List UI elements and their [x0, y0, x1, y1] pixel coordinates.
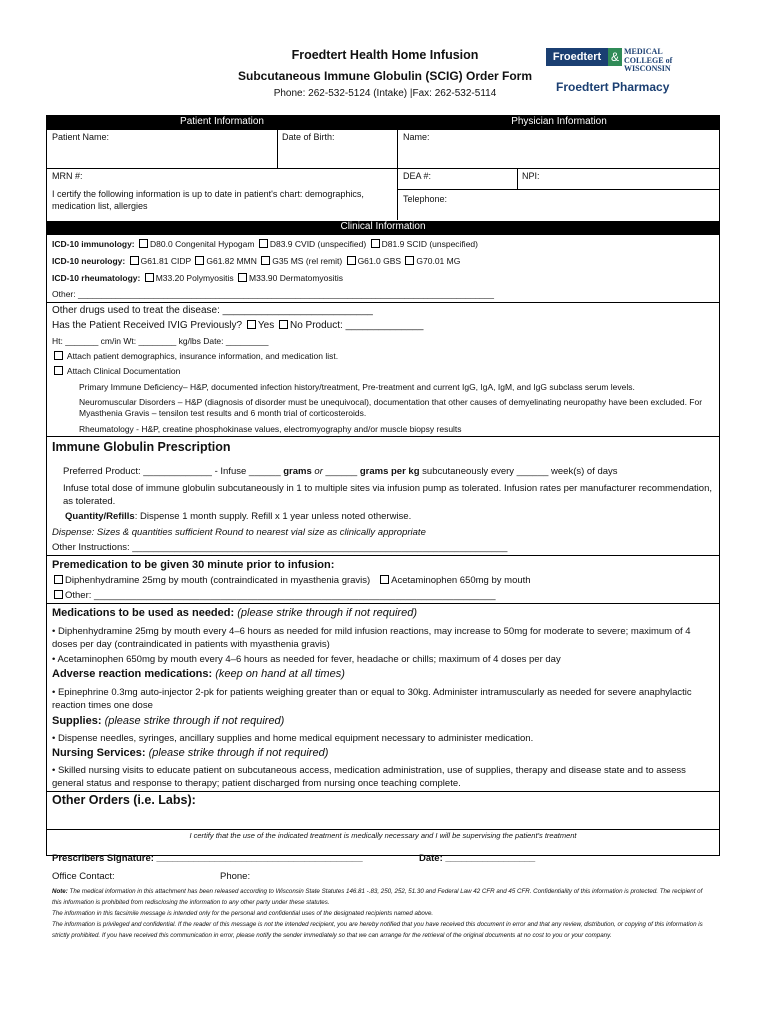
- doc-rheumatology: Rheumatology - H&P, creatine phosphokinase values, electromyography and/or muscle biopsy results: [79, 424, 462, 434]
- logo-pharmacy: Froedtert Pharmacy: [556, 80, 670, 94]
- supplies-heading-note: (please strike through if not required): [104, 715, 285, 727]
- divider: [46, 168, 720, 169]
- divider: [277, 130, 278, 168]
- divider: [46, 555, 720, 556]
- checkbox[interactable]: [130, 256, 139, 265]
- checkbox[interactable]: [238, 273, 247, 282]
- note-text: The medical information in this attachment has been released according to Wisconsin State Statutes 146.81 -.83, 250, 252, 51.30 and Federal Law 42 CFR and 45 CFR. Confidentiality of this information is protected. The recipient of this information is prohibited from redisclosing the information to any other party under these statutes.: [52, 888, 703, 906]
- logo-mcw-1: MEDICAL: [624, 47, 663, 56]
- preferred-product-row[interactable]: [63, 466, 618, 477]
- attach-clinical-label: Attach Clinical Documentation: [66, 366, 181, 376]
- checkbox[interactable]: [54, 366, 63, 375]
- qty-text: : Dispense 1 month supply. Refill x 1 year unless noted otherwise.: [134, 511, 412, 522]
- logo-mcw-2: COLLEGE of: [624, 55, 673, 65]
- physician-name-field[interactable]: Name:: [403, 132, 430, 142]
- ivig-question-row: [52, 320, 423, 331]
- divider: [517, 168, 518, 190]
- other-instructions-field[interactable]: Other Instructions: _______________________________________________________________________: [52, 542, 508, 553]
- checkbox[interactable]: [54, 575, 63, 584]
- premed-options-row: [52, 575, 531, 586]
- attach-demographics-label: Attach patient demographics, insurance information, and medication list.: [66, 351, 339, 361]
- form-subtitle: Subcutaneous Immune Globulin (SCIG) Order Form: [237, 69, 533, 83]
- icd-option: D81.9 SCID (unspecified): [381, 239, 478, 249]
- logo-mcw: [624, 48, 688, 74]
- mrn-field[interactable]: MRN #:: [52, 171, 83, 181]
- checkbox[interactable]: [54, 351, 63, 360]
- nursing-heading-note: (please strike through if not required): [148, 747, 329, 759]
- nursing-bullet-text: Skilled nursing visits to educate patient on subcutaneous access, medication administration, use of supplies, therapy and disease state and to assess general status and response to therapy; patient discharged from nursing once teaching complete.: [52, 765, 686, 789]
- checkbox[interactable]: [145, 273, 154, 282]
- phone-field[interactable]: Phone:: [220, 871, 251, 882]
- premed-acetaminophen: Acetaminophen 650mg by mouth: [391, 575, 531, 586]
- supplies-bullet: • Dispense needles, syringes, ancillary supplies and home medical equipment necessary to administer medication.: [52, 733, 534, 744]
- attach-clinical-row: [52, 366, 180, 376]
- patient-name-field[interactable]: Patient Name:: [52, 132, 110, 142]
- supplies-bullet-text: Dispense needles, syringes, ancillary supplies and home medical equipment necessary to administer medication.: [57, 733, 534, 744]
- prn-heading: Medications to be used as needed:: [52, 607, 235, 619]
- icd-imm-label: ICD-10 immunology:: [52, 239, 135, 249]
- prn-bullet-1: • Diphenhydramine 25mg by mouth every 4–6 hours as needed for mild infusion reactions, may increase to 50mg for moderate to severe; maximum of 4 doses per day (contraindicated in patients with myasthenia gravis): [52, 626, 691, 650]
- adverse-heading: Adverse reaction medications:: [52, 668, 213, 680]
- premed-heading: Premedication to be given 30 minute prior to infusion:: [52, 559, 335, 571]
- infuse-instructions: Infuse total dose of immune globulin subcutaneously in 1 to multiple sites via infusion pump as tolerated. Infusion rates per manufacturer recommendation, as tolerated.: [63, 483, 712, 507]
- pref-part-a: Preferred Product: _____________ - Infuse ______: [63, 466, 281, 477]
- physician-info-heading: Physician Information: [511, 116, 607, 127]
- icd-immunology-row: [52, 239, 478, 249]
- checkbox[interactable]: [139, 239, 148, 248]
- froedtert-logo: [546, 48, 686, 98]
- adverse-heading-row: [52, 668, 345, 680]
- height-weight-field[interactable]: Ht: _______ cm/in Wt: ________ kg/lbs Date: _________: [52, 336, 269, 346]
- prn-bullet-text: Diphenhydramine 25mg by mouth every 4–6 hours as needed for mild infusion reactions, may increase to 50mg for moderate to severe; maximum of 4 doses per day (contraindicated in patients with myasthenia gravis): [52, 626, 691, 650]
- supplies-heading-row: [52, 715, 284, 727]
- divider: [46, 302, 720, 303]
- doc-primary-immune: Primary Immune Deficiency– H&P, documented infection history/treatment, Pre-treatment and current IgG, IgA, IgM, and IgG subclass serum levels.: [79, 382, 635, 392]
- physician-info-bar: [398, 116, 720, 130]
- supplies-heading: Supplies:: [52, 715, 102, 727]
- note-label: Note:: [52, 888, 68, 895]
- confidentiality-note: [52, 886, 712, 941]
- date-field[interactable]: Date: _________________: [419, 853, 536, 864]
- divider: [46, 791, 720, 792]
- checkbox[interactable]: [261, 256, 270, 265]
- icd-rheumatology-row: [52, 273, 343, 283]
- icd-rheum-label: ICD-10 rheumatology:: [52, 273, 141, 283]
- divider: [46, 436, 720, 437]
- dea-field[interactable]: DEA #:: [403, 171, 432, 181]
- logo-froedtert: Froedtert: [546, 48, 608, 66]
- pref-grams: grams: [283, 466, 312, 477]
- contact-line: Phone: 262-532-5124 (Intake) |Fax: 262-532-5114: [273, 88, 497, 99]
- doc-neuromuscular: Neuromuscular Disorders – H&P (diagnosis of disorder must be unequivocal), documentation that other causes of demyelinating neuropathy have been excluded. For Myasthenia Gravis – tensilon test results and 6 month trial of corticosteroids.: [79, 397, 703, 418]
- adverse-heading-note: (keep on hand at all times): [215, 668, 345, 680]
- icd-neurology-row: [52, 256, 460, 266]
- checkbox[interactable]: [259, 239, 268, 248]
- certify-necessity: I certify that the use of the indicated treatment is medically necessary and I will be supervising the patient's treatment: [189, 831, 577, 840]
- checkbox[interactable]: [347, 256, 356, 265]
- dob-field[interactable]: Date of Birth:: [282, 132, 335, 142]
- nursing-heading-row: [52, 747, 328, 759]
- quantity-refills: [65, 511, 411, 522]
- checkbox[interactable]: [195, 256, 204, 265]
- note-text-3: The information is privileged and confidential. If the reader of this message is not the intended recipient, you are hereby notified that you have received this document in error and that any review, distribution, or copying of this information is strictly prohibited. If you have received this communication in error, please notify the sender immediately so that we can arrange for the retrieval of the original documents at no cost to you or your company.: [52, 921, 703, 939]
- prn-bullet-text: Acetaminophen 650mg by mouth every 4–6 hours as needed for fever, headache or chills; maximum of 4 doses per day: [57, 654, 561, 665]
- rx-heading: Immune Globulin Prescription: [52, 440, 231, 454]
- checkbox[interactable]: [405, 256, 414, 265]
- icd-other-field[interactable]: Other: ________________________________________________________________________________________: [52, 289, 494, 299]
- pref-part-c: subcutaneously every ______ week(s) of days: [422, 466, 618, 477]
- logo-mcw-3: WISCONSIN: [624, 64, 671, 73]
- icd-option: G61.0 GBS: [357, 256, 402, 266]
- icd-option: M33.90 Dermatomyositis: [249, 273, 344, 283]
- ivig-no-checkbox[interactable]: [279, 320, 288, 329]
- pref-grams-per-kg: grams per kg: [359, 466, 420, 477]
- prn-heading-note: (please strike through if not required): [237, 607, 417, 619]
- checkbox[interactable]: [54, 590, 63, 599]
- dispense-note: Dispense: Sizes & quantities sufficient Round to nearest vial size as clinically appropriate: [52, 527, 426, 538]
- prn-heading-row: [52, 607, 417, 619]
- attach-demographics-row: [52, 351, 338, 361]
- premed-other-field[interactable]: Other: ____________________________________________________________________________: [65, 590, 496, 601]
- other-drugs-field[interactable]: Other drugs used to treat the disease: ___________________________: [52, 305, 373, 316]
- ivig-no-label: No Product: ______________: [289, 320, 424, 331]
- ivig-yes-label: Yes: [257, 320, 275, 331]
- clinical-info-bar: [46, 221, 720, 235]
- telephone-field[interactable]: Telephone:: [403, 194, 448, 204]
- other-orders-heading: Other Orders (i.e. Labs):: [52, 793, 196, 807]
- icd-option: G61.82 MMN: [206, 256, 257, 266]
- prn-bullet-2: • Acetaminophen 650mg by mouth every 4–6 hours as needed for fever, headache or chills; maximum of 4 doses per day: [52, 654, 561, 665]
- icd-option: G61.81 CIDP: [140, 256, 191, 266]
- form-title: Froedtert Health Home Infusion: [291, 48, 479, 62]
- nursing-heading: Nursing Services:: [52, 747, 146, 759]
- npi-field[interactable]: NPI:: [522, 171, 540, 181]
- note-text-2: The information in this facsimile message is intended only for the personal and confidential uses of the designated recipients named above.: [52, 910, 434, 917]
- signature-field[interactable]: Prescribers Signature: _______________________________________: [52, 853, 363, 864]
- ivig-yes-checkbox[interactable]: [247, 320, 256, 329]
- checkbox[interactable]: [371, 239, 380, 248]
- icd-neu-label: ICD-10 neurology:: [52, 256, 126, 266]
- certify-chart: I certify the following information is up to date in patient's chart: demographics, medication list, allergies: [52, 189, 364, 211]
- qty-label: Quantity/Refills: [65, 511, 135, 522]
- nursing-bullet: • Skilled nursing visits to educate patient on subcutaneous access, medication administration, use of supplies, therapy and disease state and to assess general status and response to therapy; patient discharged from nursing once teaching complete.: [52, 765, 686, 789]
- adverse-bullet-text: Epinephrine 0.3mg auto-injector 2-pk for patients weighing greater than or equal to 30kg. Administer intramuscularly as needed for severe anaphylactic reaction times one dose: [52, 687, 692, 711]
- premed-diphenhydramine: Diphenhydramine 25mg by mouth (contraindicated in myasthenia gravis): [65, 575, 371, 586]
- icd-option: D80.0 Congenital Hypogam: [150, 239, 255, 249]
- patient-info-bar: [46, 116, 398, 130]
- logo-amp: &: [608, 48, 622, 66]
- checkbox[interactable]: [380, 575, 389, 584]
- pref-part-b: ______: [325, 466, 358, 477]
- premed-other-row: [52, 590, 496, 601]
- pref-or: or: [314, 466, 323, 477]
- icd-option: G70.01 MG: [416, 256, 461, 266]
- other-orders-field[interactable]: [47, 810, 719, 828]
- divider: [397, 130, 398, 220]
- icd-option: M33.20 Polymyositis: [155, 273, 234, 283]
- clinical-info-heading: Clinical Information: [340, 221, 426, 232]
- patient-info-heading: Patient Information: [180, 116, 264, 127]
- divider: [46, 603, 720, 604]
- icd-option: D83.9 CVID (unspecified): [269, 239, 367, 249]
- icd-option: G35 MS (rel remit): [272, 256, 343, 266]
- adverse-bullet: • Epinephrine 0.3mg auto-injector 2-pk for patients weighing greater than or equal to 30kg. Administer intramuscularly as needed for severe anaphylactic reaction times one dose: [52, 687, 692, 711]
- office-contact-field[interactable]: Office Contact:: [52, 871, 115, 882]
- divider: [397, 189, 720, 190]
- ivig-question: Has the Patient Received IVIG Previously?: [52, 320, 243, 331]
